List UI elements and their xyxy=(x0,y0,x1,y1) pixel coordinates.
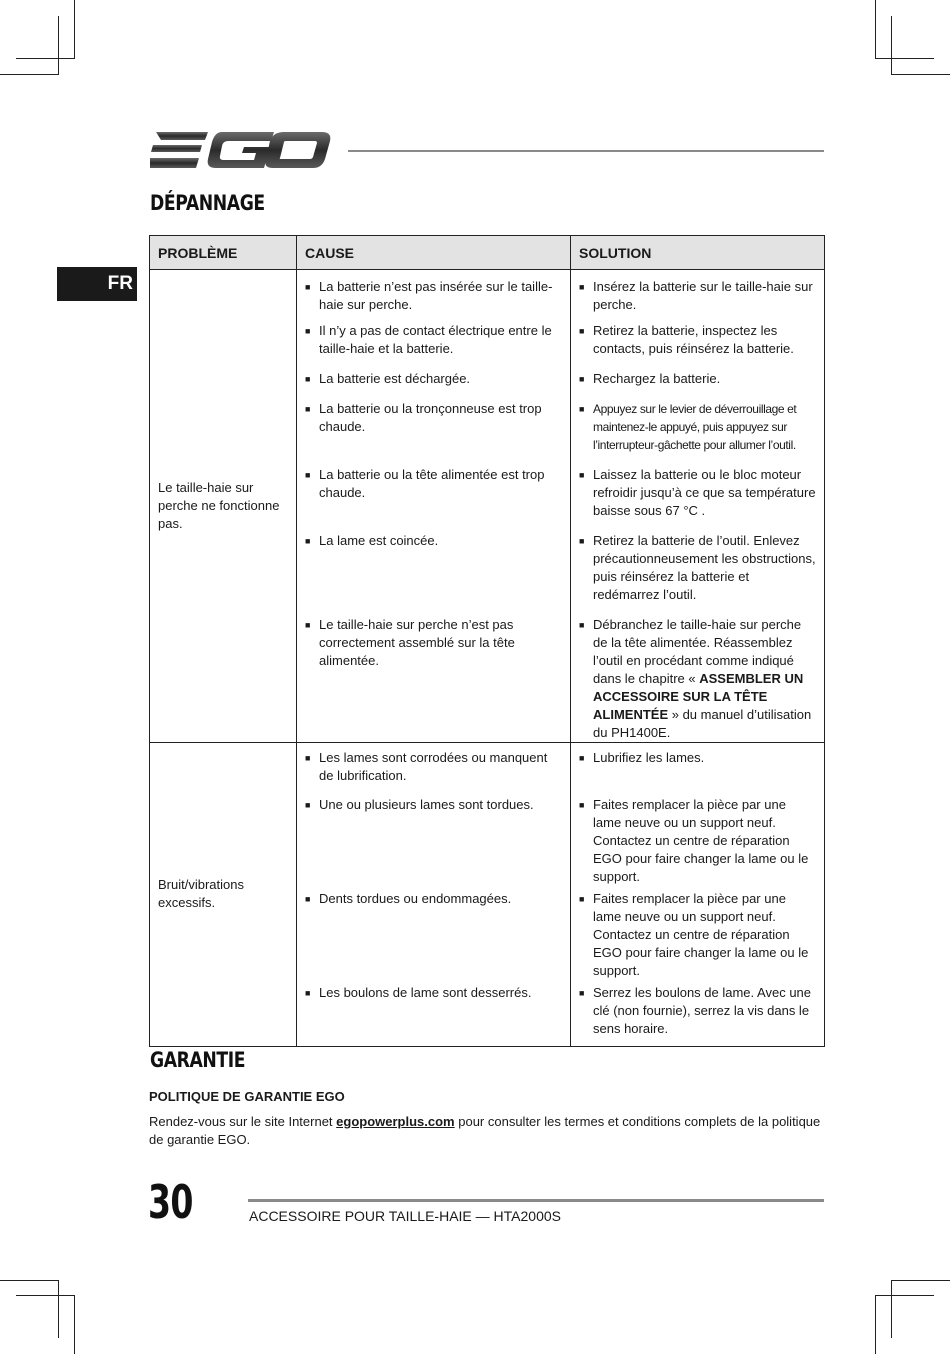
solution-text: Lubrifiez les lames. xyxy=(593,749,705,765)
crop-mark xyxy=(891,1280,892,1338)
cause-text: La batterie ou la tête alimentée est trop chaude. xyxy=(319,466,545,500)
section-title-garantie: GARANTIE xyxy=(150,1048,246,1072)
cause-text: Le taille-haie sur perche n’est pas correctement assemblé sur la tête alimentée. xyxy=(319,616,515,668)
solution-text: Retirez la batterie, inspectez les contacts, puis réinsérez la batterie. xyxy=(593,322,794,356)
ego-logo xyxy=(150,128,332,177)
solution-text: Faites remplacer la pièce par une lame neuve ou un support neuf. Contactez un centre de réparation EGO pour faire changer la lame ou le support. xyxy=(593,891,809,978)
crop-mark xyxy=(875,1295,876,1354)
bullet-icon: ■ xyxy=(305,894,311,904)
crop-mark xyxy=(876,58,934,59)
bullet-icon: ■ xyxy=(305,535,311,546)
table-row xyxy=(150,742,825,790)
footer-rule xyxy=(248,1199,824,1202)
solution-text-part: » du manuel d’utilisation du PH1400E. xyxy=(593,706,812,740)
bullet-icon: ■ xyxy=(579,894,585,904)
cause-text: Il n’y a pas de contact électrique entre le taille-haie et la batterie. xyxy=(319,322,552,356)
crop-mark xyxy=(0,1280,59,1281)
solution-text: Appuyez sur le levier de déverrouillage et maintenez-le appuyé, puis appuyez sur l’interrupteur-gâchette pour allumer l’outil. xyxy=(593,401,797,452)
crop-mark xyxy=(875,0,876,59)
problem-text: Bruit/vibrations excessifs. xyxy=(158,877,244,910)
cause-text: La batterie est déchargée. xyxy=(319,370,471,386)
bullet-icon: ■ xyxy=(579,988,585,998)
crop-mark xyxy=(16,1295,74,1296)
bullet-icon: ■ xyxy=(305,325,311,336)
problem-text: Le taille-haie sur perche ne fonctionne pas. xyxy=(158,479,280,531)
bullet-icon: ■ xyxy=(305,619,311,630)
cause-text: Les lames sont corrodées ou manquent de lubrification. xyxy=(319,749,548,783)
cause-text: La batterie n’est pas insérée sur le taille-haie sur perche. xyxy=(319,279,553,312)
crop-mark xyxy=(58,1280,59,1338)
bullet-icon: ■ xyxy=(579,535,585,546)
header-solution: SOLUTION xyxy=(571,236,825,270)
bullet-icon: ■ xyxy=(305,800,311,810)
crop-mark xyxy=(58,16,59,74)
solution-text: Faites remplacer la pièce par une lame neuve ou un support neuf. Contactez un centre de réparation EGO pour faire changer la lame ou le support. xyxy=(593,797,809,884)
language-tab xyxy=(57,267,137,301)
bullet-icon: ■ xyxy=(579,800,585,810)
table-row xyxy=(150,270,825,318)
bullet-icon: ■ xyxy=(305,752,311,763)
warranty-subtitle: POLITIQUE DE GARANTIE EGO xyxy=(149,1089,345,1104)
warranty-text: pour consulter les termes et conditions complets de la politique de garantie EGO. xyxy=(149,1114,821,1147)
header-problem: PROBLÈME xyxy=(150,236,297,270)
crop-mark xyxy=(0,74,59,75)
footer-title: ACCESSOIRE POUR TAILLE-HAIE — HTA2000S xyxy=(249,1208,561,1224)
solution-text: Serrez les boulons de lame. Avec une clé (non fournie), serrez la vis dans le sens horaire. xyxy=(593,985,812,1036)
solution-bold-reference: ASSEMBLER UN ACCESSOIRE SUR LA TÊTE ALIMENTÉE xyxy=(593,670,804,722)
bullet-icon: ■ xyxy=(579,619,585,630)
bullet-icon: ■ xyxy=(305,282,311,292)
warranty-text: Rendez-vous sur le site Internet xyxy=(149,1114,337,1129)
bullet-icon: ■ xyxy=(579,752,585,763)
crop-mark xyxy=(16,58,74,59)
bullet-icon: ■ xyxy=(305,469,311,480)
cause-text: Les boulons de lame sont desserrés. xyxy=(319,985,532,1000)
crop-mark xyxy=(74,1295,75,1354)
header-rule xyxy=(348,150,824,152)
bullet-icon: ■ xyxy=(579,325,585,336)
crop-mark xyxy=(891,74,950,75)
bullet-icon: ■ xyxy=(305,373,311,384)
solution-text-part: Débranchez le taille-haie sur perche de la tête alimentée. Réassemblez l’outil en procédant comme indiqué dans le chapitre « xyxy=(593,616,802,686)
solution-text: Rechargez la batterie. xyxy=(593,370,721,386)
solution-text: Laissez la batterie ou le bloc moteur refroidir jusqu’à ce que sa température baisse sous 67 °C . xyxy=(593,466,816,518)
section-title-depannage: DÉPANNAGE xyxy=(150,191,265,215)
problem-cell xyxy=(150,742,297,1046)
bullet-icon: ■ xyxy=(579,403,585,414)
warranty-link[interactable]: egopowerplus.com xyxy=(336,1114,455,1129)
crop-mark xyxy=(74,0,75,59)
header-cause: CAUSE xyxy=(297,236,571,270)
bullet-icon: ■ xyxy=(305,403,311,414)
cause-text: Une ou plusieurs lames sont tordues. xyxy=(319,797,534,812)
bullet-icon: ■ xyxy=(579,469,585,480)
bullet-icon: ■ xyxy=(305,988,311,998)
solution-text xyxy=(593,616,816,742)
solution-text: Retirez la batterie de l’outil. Enlevez précautionneusement les obstructions, puis réinsérez la batterie et redémarrez l’outil. xyxy=(593,532,816,602)
bullet-icon: ■ xyxy=(579,282,585,292)
cause-text: Dents tordues ou endommagées. xyxy=(319,891,512,906)
solution-text: Insérez la batterie sur le taille-haie sur perche. xyxy=(593,279,813,312)
cause-text: La batterie ou la tronçonneuse est trop chaude. xyxy=(319,400,542,434)
warranty-paragraph xyxy=(149,1113,825,1149)
cause-text: La lame est coincée. xyxy=(319,532,439,548)
crop-mark xyxy=(891,1280,950,1281)
table-header-row xyxy=(150,236,825,270)
crop-mark xyxy=(876,1295,934,1296)
problem-cell xyxy=(150,270,297,743)
page-number: 30 xyxy=(148,1175,193,1229)
language-tab-label: FR xyxy=(107,273,133,294)
bullet-icon: ■ xyxy=(579,373,585,384)
crop-mark xyxy=(891,16,892,74)
troubleshooting-table xyxy=(149,235,825,1047)
